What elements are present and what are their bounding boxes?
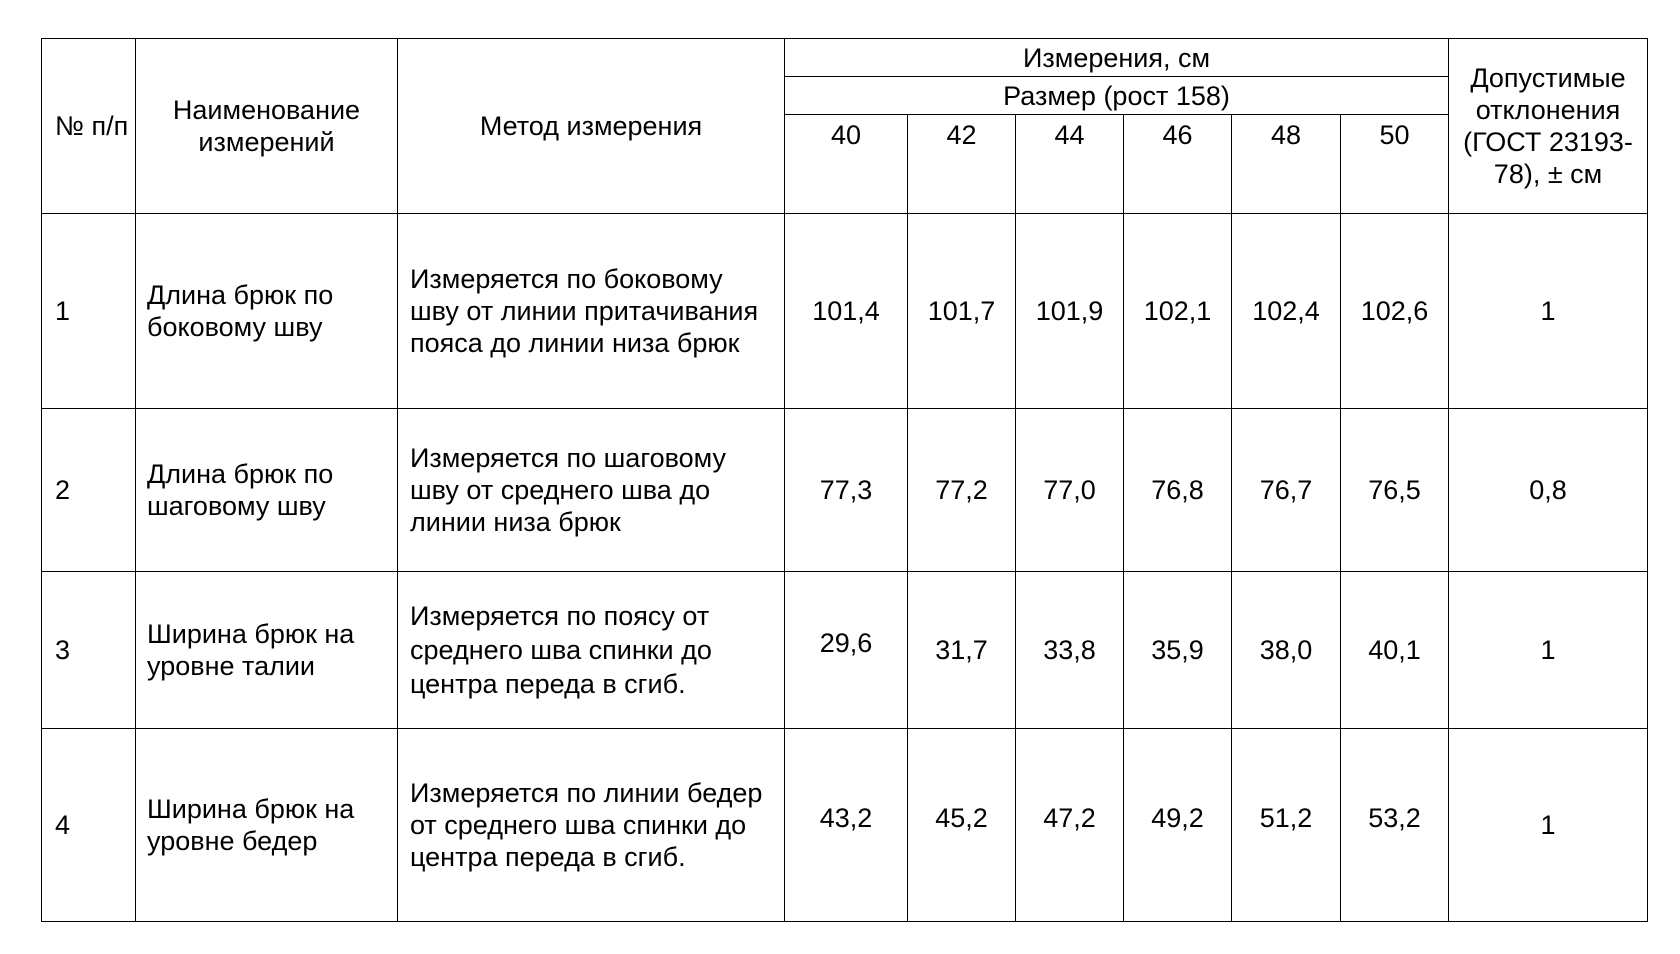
value-cell: 45,2 <box>908 729 1016 922</box>
measurement-name: Ширина брюк на уровне бедер <box>136 729 398 922</box>
value-cell: 102,4 <box>1232 214 1341 409</box>
value-cell: 76,7 <box>1232 409 1341 572</box>
header-size-40: 40 <box>785 115 908 214</box>
header-name: Наименование измерений <box>136 39 398 214</box>
header-num: № п/п <box>42 39 136 214</box>
value-cell: 35,9 <box>1124 572 1232 729</box>
header-size-group: Размер (рост 158) <box>785 77 1449 115</box>
row-number: 1 <box>42 214 136 409</box>
value-cell: 77,3 <box>785 409 908 572</box>
measurement-method: Измеряется по поясу от среднего шва спинки до центра переда в сгиб. <box>398 572 785 729</box>
value-cell: 31,7 <box>908 572 1016 729</box>
table-row <box>42 729 1648 922</box>
measurement-method: Измеряется по боковому шву от линии притачивания пояса до линии низа брюк <box>398 214 785 409</box>
value-cell: 102,1 <box>1124 214 1232 409</box>
value-cell: 101,7 <box>908 214 1016 409</box>
header-size-42: 42 <box>908 115 1016 214</box>
tolerance-cell: 1 <box>1449 214 1648 409</box>
value-cell: 53,2 <box>1341 729 1449 922</box>
tolerance-cell: 1 <box>1449 729 1648 922</box>
tolerance-cell: 1 <box>1449 572 1648 729</box>
header-method: Метод измерения <box>398 39 785 214</box>
row-number: 3 <box>42 572 136 729</box>
row-number: 4 <box>42 729 136 922</box>
measurement-name: Длина брюк по шаговому шву <box>136 409 398 572</box>
value-cell: 101,9 <box>1016 214 1124 409</box>
value-cell: 76,5 <box>1341 409 1449 572</box>
value-cell: 33,8 <box>1016 572 1124 729</box>
row-number: 2 <box>42 409 136 572</box>
table-row <box>42 214 1648 409</box>
header-size-46: 46 <box>1124 115 1232 214</box>
header-size-50: 50 <box>1341 115 1449 214</box>
table-row <box>42 572 1648 729</box>
measurement-name: Длина брюк по боковому шву <box>136 214 398 409</box>
value-cell: 77,2 <box>908 409 1016 572</box>
measurement-method: Измеряется по линии бедер от среднего шва спинки до центра переда в сгиб. <box>398 729 785 922</box>
value-cell: 102,6 <box>1341 214 1449 409</box>
value-cell: 101,4 <box>785 214 908 409</box>
value-cell: 76,8 <box>1124 409 1232 572</box>
measurement-method: Измеряется по шаговому шву от среднего шва до линии низа брюк <box>398 409 785 572</box>
table-row <box>42 409 1648 572</box>
value-cell: 40,1 <box>1341 572 1449 729</box>
header-tolerance: Допустимые отклонения (ГОСТ 23193-78), ± см <box>1449 39 1648 214</box>
value-cell: 49,2 <box>1124 729 1232 922</box>
measurements-table <box>41 38 1648 922</box>
measurement-name: Ширина брюк на уровне талии <box>136 572 398 729</box>
value-cell: 51,2 <box>1232 729 1341 922</box>
header-size-48: 48 <box>1232 115 1341 214</box>
header-row-top <box>42 39 1648 77</box>
value-cell: 38,0 <box>1232 572 1341 729</box>
value-cell: 29,6 <box>785 572 908 729</box>
tolerance-cell: 0,8 <box>1449 409 1648 572</box>
value-cell: 43,2 <box>785 729 908 922</box>
header-measurements-group: Измерения, см <box>785 39 1449 77</box>
header-size-44: 44 <box>1016 115 1124 214</box>
value-cell: 47,2 <box>1016 729 1124 922</box>
value-cell: 77,0 <box>1016 409 1124 572</box>
